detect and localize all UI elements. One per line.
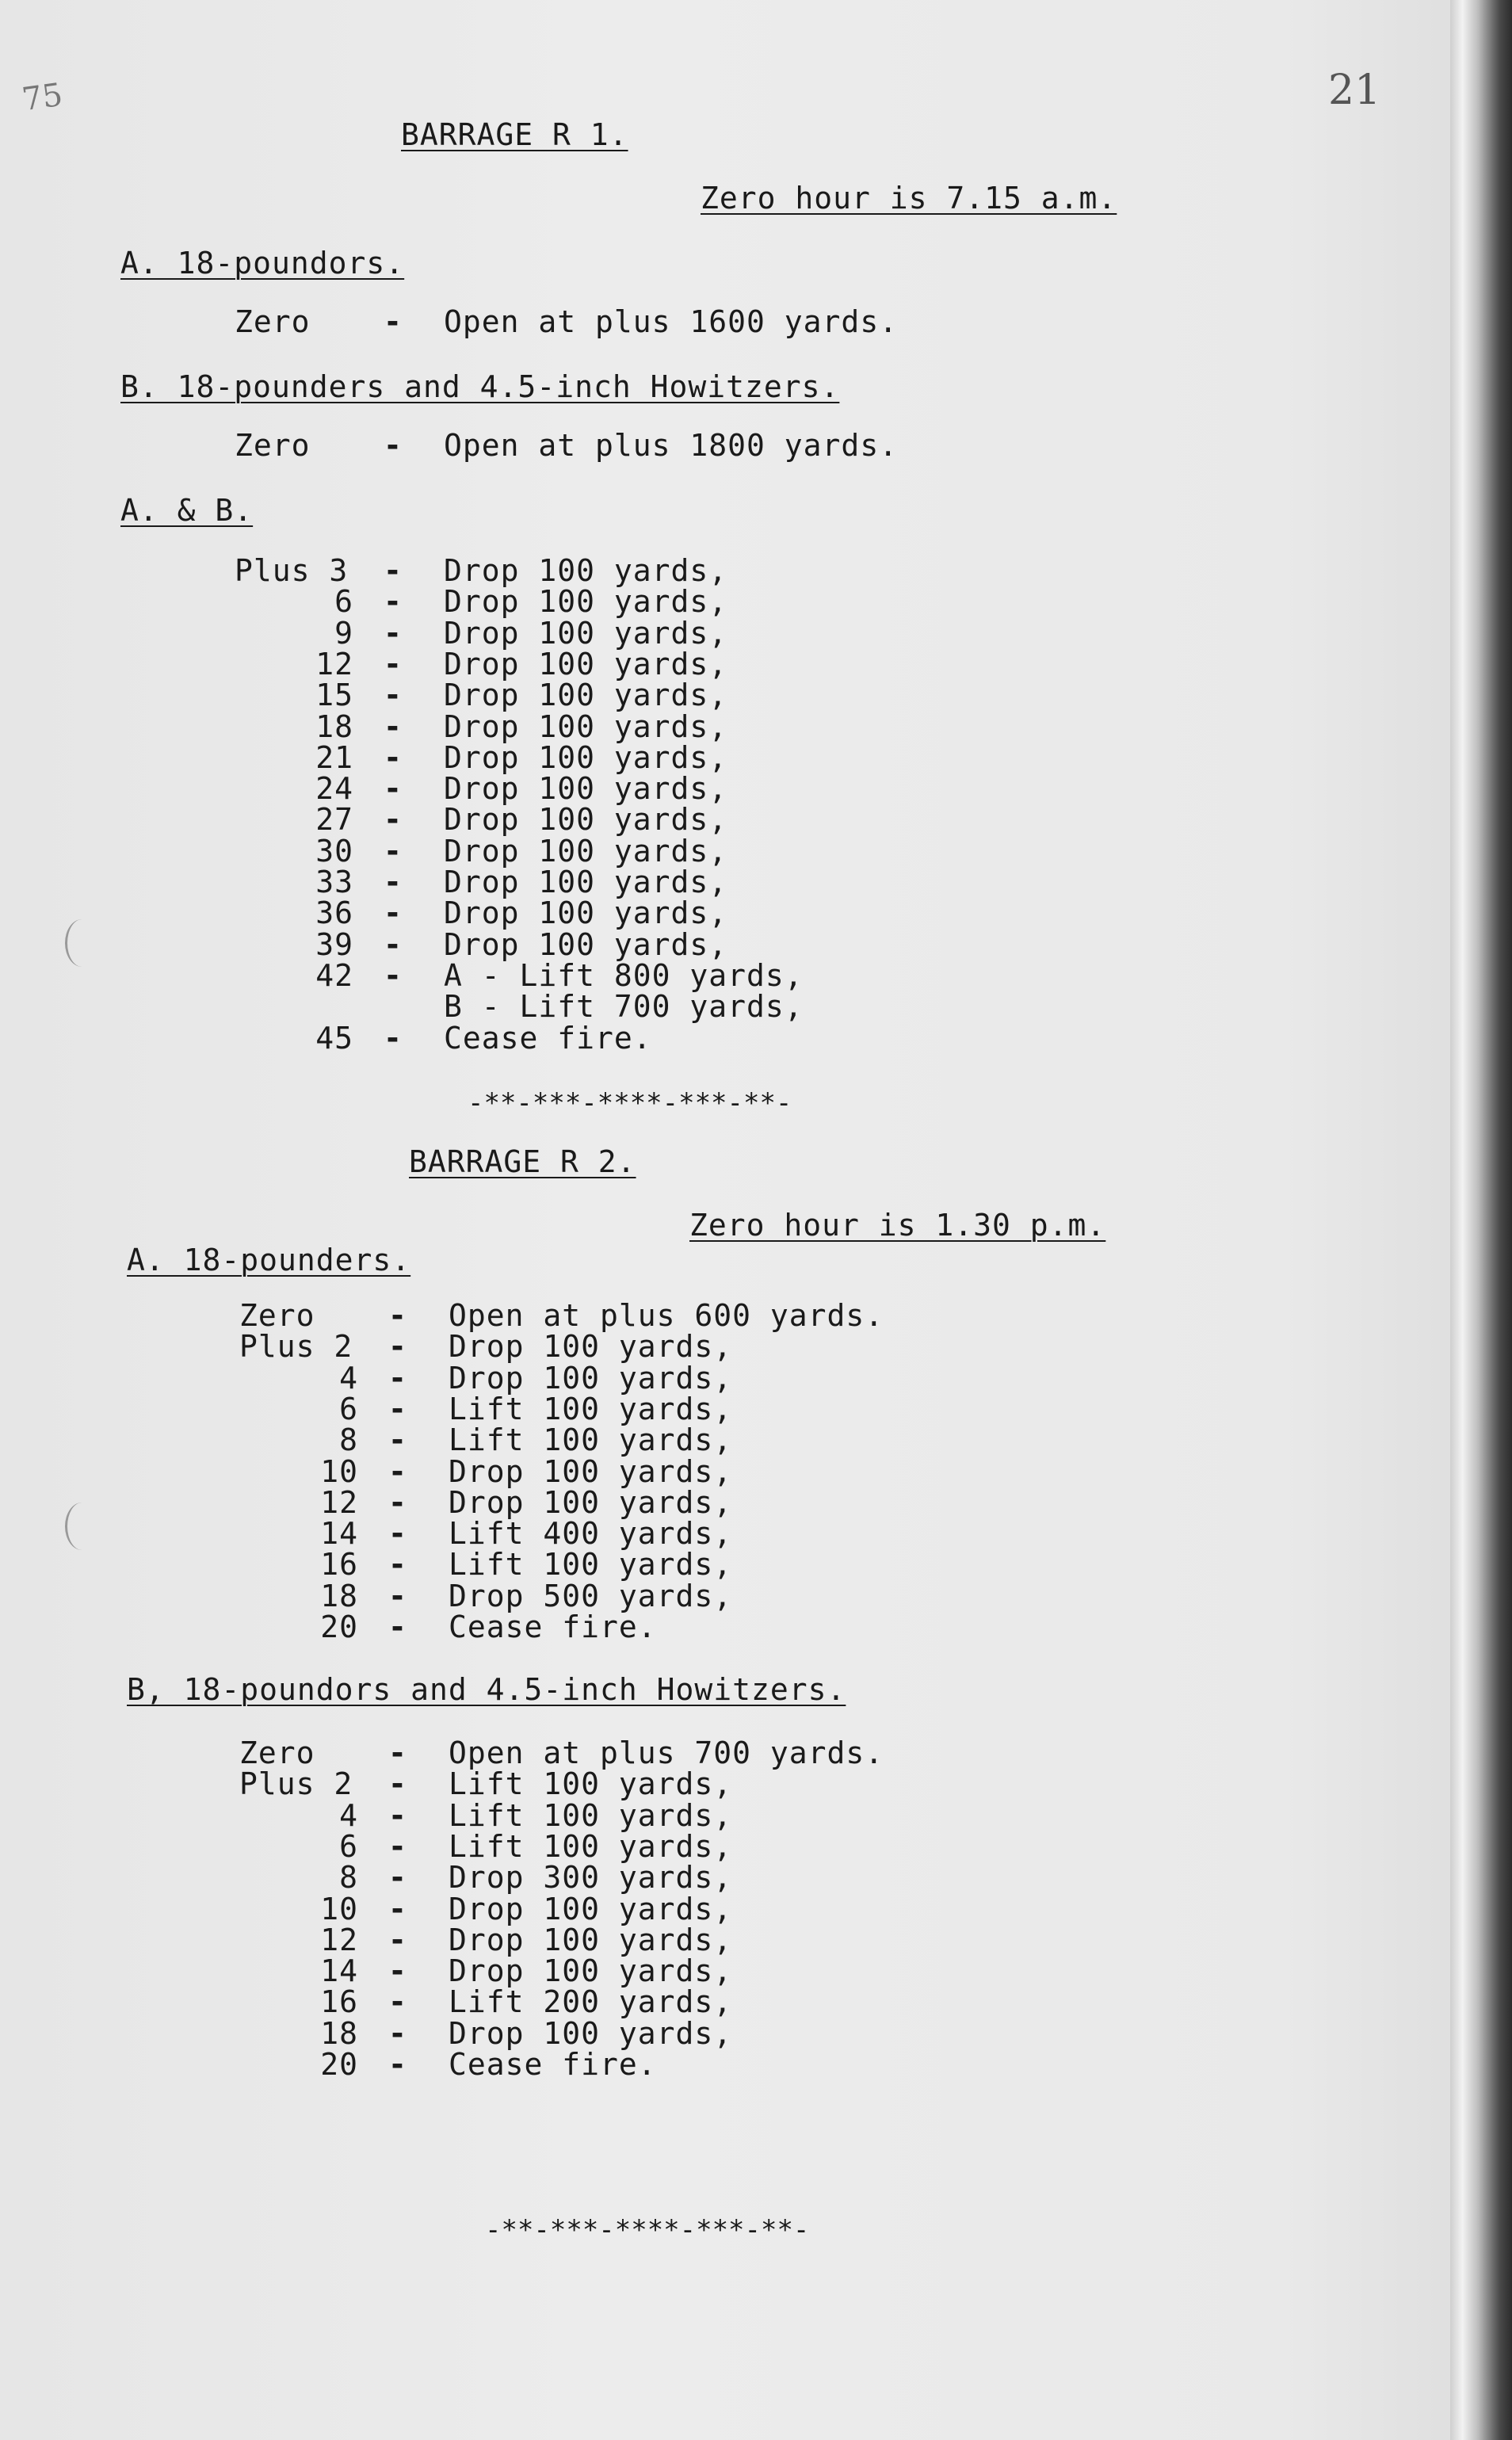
schedule-time: 12: [315, 646, 353, 682]
schedule-dash: -: [384, 615, 403, 651]
schedule-action: Drop 100 yards,: [444, 771, 728, 807]
schedule-time: 9: [334, 615, 353, 651]
schedule-dash: -: [384, 833, 403, 869]
schedule-action: Drop 100 yards,: [444, 865, 728, 899]
schedule-dash: -: [388, 1453, 407, 1489]
schedule-action: Drop 100 yards,: [449, 1922, 733, 1957]
schedule-time: 18: [320, 1578, 358, 1613]
schedule-dash: -: [388, 1547, 407, 1583]
schedule-action: Drop 100 yards,: [449, 1329, 733, 1365]
schedule-action: Drop 100 yards,: [444, 895, 728, 931]
schedule-dash: -: [384, 771, 403, 807]
schedule-action: Drop 100 yards,: [449, 2015, 733, 2051]
schedule-time: 33: [315, 865, 353, 899]
schedule-dash: -: [384, 926, 403, 962]
barrage-1-section-ab-heading: A. & B.: [120, 493, 254, 528]
barrage-1-title: BARRAGE R 1.: [401, 117, 628, 152]
schedule-dash: -: [388, 1984, 407, 2020]
schedule-action: Lift 100 yards,: [449, 1391, 733, 1426]
page-number: 21: [1328, 67, 1381, 114]
schedule-dash: -: [384, 553, 403, 588]
schedule-action: Drop 500 yards,: [449, 1578, 733, 1613]
schedule-action: Drop 100 yards,: [449, 1484, 733, 1520]
schedule-dash: -: [388, 1298, 407, 1333]
schedule-action: Drop 100 yards,: [444, 553, 728, 588]
schedule-dash: -: [388, 1922, 407, 1957]
schedule-dash: -: [384, 957, 403, 993]
barrage-2-title: BARRAGE R 2.: [409, 1144, 636, 1179]
schedule-dash: -: [384, 802, 403, 838]
schedule-action: Drop 100 yards,: [444, 833, 728, 869]
schedule-time: 6: [339, 1391, 358, 1426]
schedule-time: Zero: [235, 428, 311, 463]
schedule-dash: -: [384, 678, 403, 713]
schedule-time: 20: [320, 2047, 358, 2082]
schedule-dash: -: [384, 708, 403, 744]
schedule-action: Cease fire.: [449, 1609, 657, 1644]
schedule-dash: -: [388, 1422, 407, 1458]
schedule-action: Lift 100 yards,: [449, 1547, 733, 1583]
schedule-dash: -: [388, 2047, 407, 2082]
schedule-action: Drop 100 yards,: [449, 1953, 733, 1989]
schedule-action: Drop 300 yards,: [449, 1860, 733, 1896]
schedule-time: 10: [320, 1453, 358, 1489]
schedule-action: Open at plus 700 yards.: [449, 1735, 884, 1770]
schedule-action: Lift 100 yards,: [449, 1797, 733, 1833]
schedule-action: Open at plus 1600 yards.: [444, 304, 899, 339]
barrage-1-section-b-heading: B. 18-pounders and 4.5-inch Howitzers.: [120, 369, 840, 404]
barrage-2-section-a-heading: A. 18-pounders.: [127, 1243, 411, 1277]
schedule-dash: -: [388, 1578, 407, 1613]
schedule-time: 30: [315, 833, 353, 869]
schedule-action: Lift 400 yards,: [449, 1516, 733, 1552]
schedule-time: 8: [339, 1860, 358, 1896]
schedule-time: 18: [315, 708, 353, 744]
schedule-time: 27: [315, 802, 353, 838]
schedule-dash: -: [384, 304, 403, 339]
schedule-action: Lift 200 yards,: [449, 1984, 733, 2020]
schedule-time: 42: [315, 957, 353, 993]
barrage-1-separator: -**-***-****-***-**-: [468, 1087, 792, 1119]
schedule-time: 10: [320, 1891, 358, 1926]
barrage-2-separator: -**-***-****-***-**-: [485, 2214, 810, 2246]
schedule-dash: -: [384, 895, 403, 931]
schedule-time: Zero: [235, 304, 311, 339]
schedule-action: Drop 100 yards,: [444, 926, 728, 962]
schedule-time: 45: [315, 1020, 353, 1056]
schedule-action: Lift 100 yards,: [449, 1422, 733, 1458]
schedule-action: Open at plus 1800 yards.: [444, 428, 899, 463]
schedule-time: 16: [320, 1984, 358, 2020]
punch-hole: [65, 919, 99, 967]
punch-hole: [65, 1503, 99, 1550]
margin-mark: 75: [20, 76, 65, 119]
schedule-dash: -: [388, 1953, 407, 1989]
schedule-action: Drop 100 yards,: [444, 678, 728, 713]
schedule-dash: -: [384, 428, 403, 463]
schedule-dash: -: [384, 646, 403, 682]
schedule-action: A - Lift 800 yards,: [444, 957, 804, 993]
schedule-action: Drop 100 yards,: [444, 646, 728, 682]
schedule-dash: -: [388, 1516, 407, 1552]
schedule-dash: -: [388, 1891, 407, 1926]
schedule-action: Cease fire.: [449, 2047, 657, 2082]
schedule-action: Lift 100 yards,: [449, 1766, 733, 1802]
barrage-1-zero-hour: Zero hour is 7.15 a.m.: [701, 181, 1117, 216]
schedule-dash: -: [388, 1860, 407, 1896]
schedule-action: Drop 100 yards,: [444, 708, 728, 744]
schedule-time: 20: [320, 1609, 358, 1644]
schedule-dash: -: [384, 1020, 403, 1056]
schedule-action: Open at plus 600 yards.: [449, 1298, 884, 1333]
schedule-action: Drop 100 yards,: [444, 802, 728, 838]
schedule-time: 21: [315, 739, 353, 775]
schedule-dash: -: [388, 1391, 407, 1426]
binding-edge: [1450, 0, 1512, 2440]
schedule-dash: -: [388, 1735, 407, 1770]
schedule-dash: -: [384, 584, 403, 620]
schedule-time: Plus 2: [239, 1766, 353, 1802]
schedule-time: 6: [334, 584, 353, 620]
schedule-time: 24: [315, 771, 353, 807]
schedule-time: 14: [320, 1953, 358, 1989]
schedule-action: Lift 100 yards,: [449, 1828, 733, 1864]
schedule-dash: -: [388, 1766, 407, 1802]
schedule-time: 16: [320, 1547, 358, 1583]
schedule-time: 39: [315, 926, 353, 962]
barrage-2-section-b-heading: B, 18-poundors and 4.5-inch Howitzers.: [127, 1672, 846, 1707]
schedule-time: Zero: [239, 1298, 315, 1333]
schedule-dash: -: [388, 2015, 407, 2051]
schedule-action: Cease fire.: [444, 1020, 652, 1056]
schedule-dash: -: [384, 739, 403, 775]
schedule-action: Drop 100 yards,: [449, 1453, 733, 1489]
schedule-time: 8: [339, 1422, 358, 1458]
schedule-action: Drop 100 yards,: [444, 615, 728, 651]
schedule-dash: -: [388, 1828, 407, 1864]
schedule-time: 6: [339, 1828, 358, 1864]
schedule-time: 18: [320, 2015, 358, 2051]
schedule-time: 15: [315, 678, 353, 713]
schedule-time: 12: [320, 1922, 358, 1957]
schedule-time: Plus 3: [235, 553, 349, 588]
schedule-time: 4: [339, 1797, 358, 1833]
schedule-action: Drop 100 yards,: [444, 584, 728, 620]
schedule-time: Zero: [239, 1735, 315, 1770]
schedule-action: Drop 100 yards,: [449, 1360, 733, 1396]
barrage-1-section-a-heading: A. 18-poundors.: [120, 246, 405, 281]
schedule-time: 12: [320, 1484, 358, 1520]
schedule-time: 36: [315, 895, 353, 931]
schedule-dash: -: [388, 1609, 407, 1644]
schedule-dash: -: [384, 865, 403, 899]
barrage-2-zero-hour: Zero hour is 1.30 p.m.: [689, 1208, 1106, 1243]
schedule-action: Drop 100 yards,: [444, 739, 728, 775]
schedule-dash: -: [388, 1797, 407, 1833]
schedule-time: Plus 2: [239, 1329, 353, 1365]
schedule-action: B - Lift 700 yards,: [444, 989, 804, 1025]
schedule-time: 4: [339, 1360, 358, 1396]
schedule-action: Drop 100 yards,: [449, 1891, 733, 1926]
schedule-time: 14: [320, 1516, 358, 1552]
schedule-dash: -: [388, 1484, 407, 1520]
schedule-dash: -: [388, 1360, 407, 1396]
schedule-dash: -: [388, 1329, 407, 1365]
